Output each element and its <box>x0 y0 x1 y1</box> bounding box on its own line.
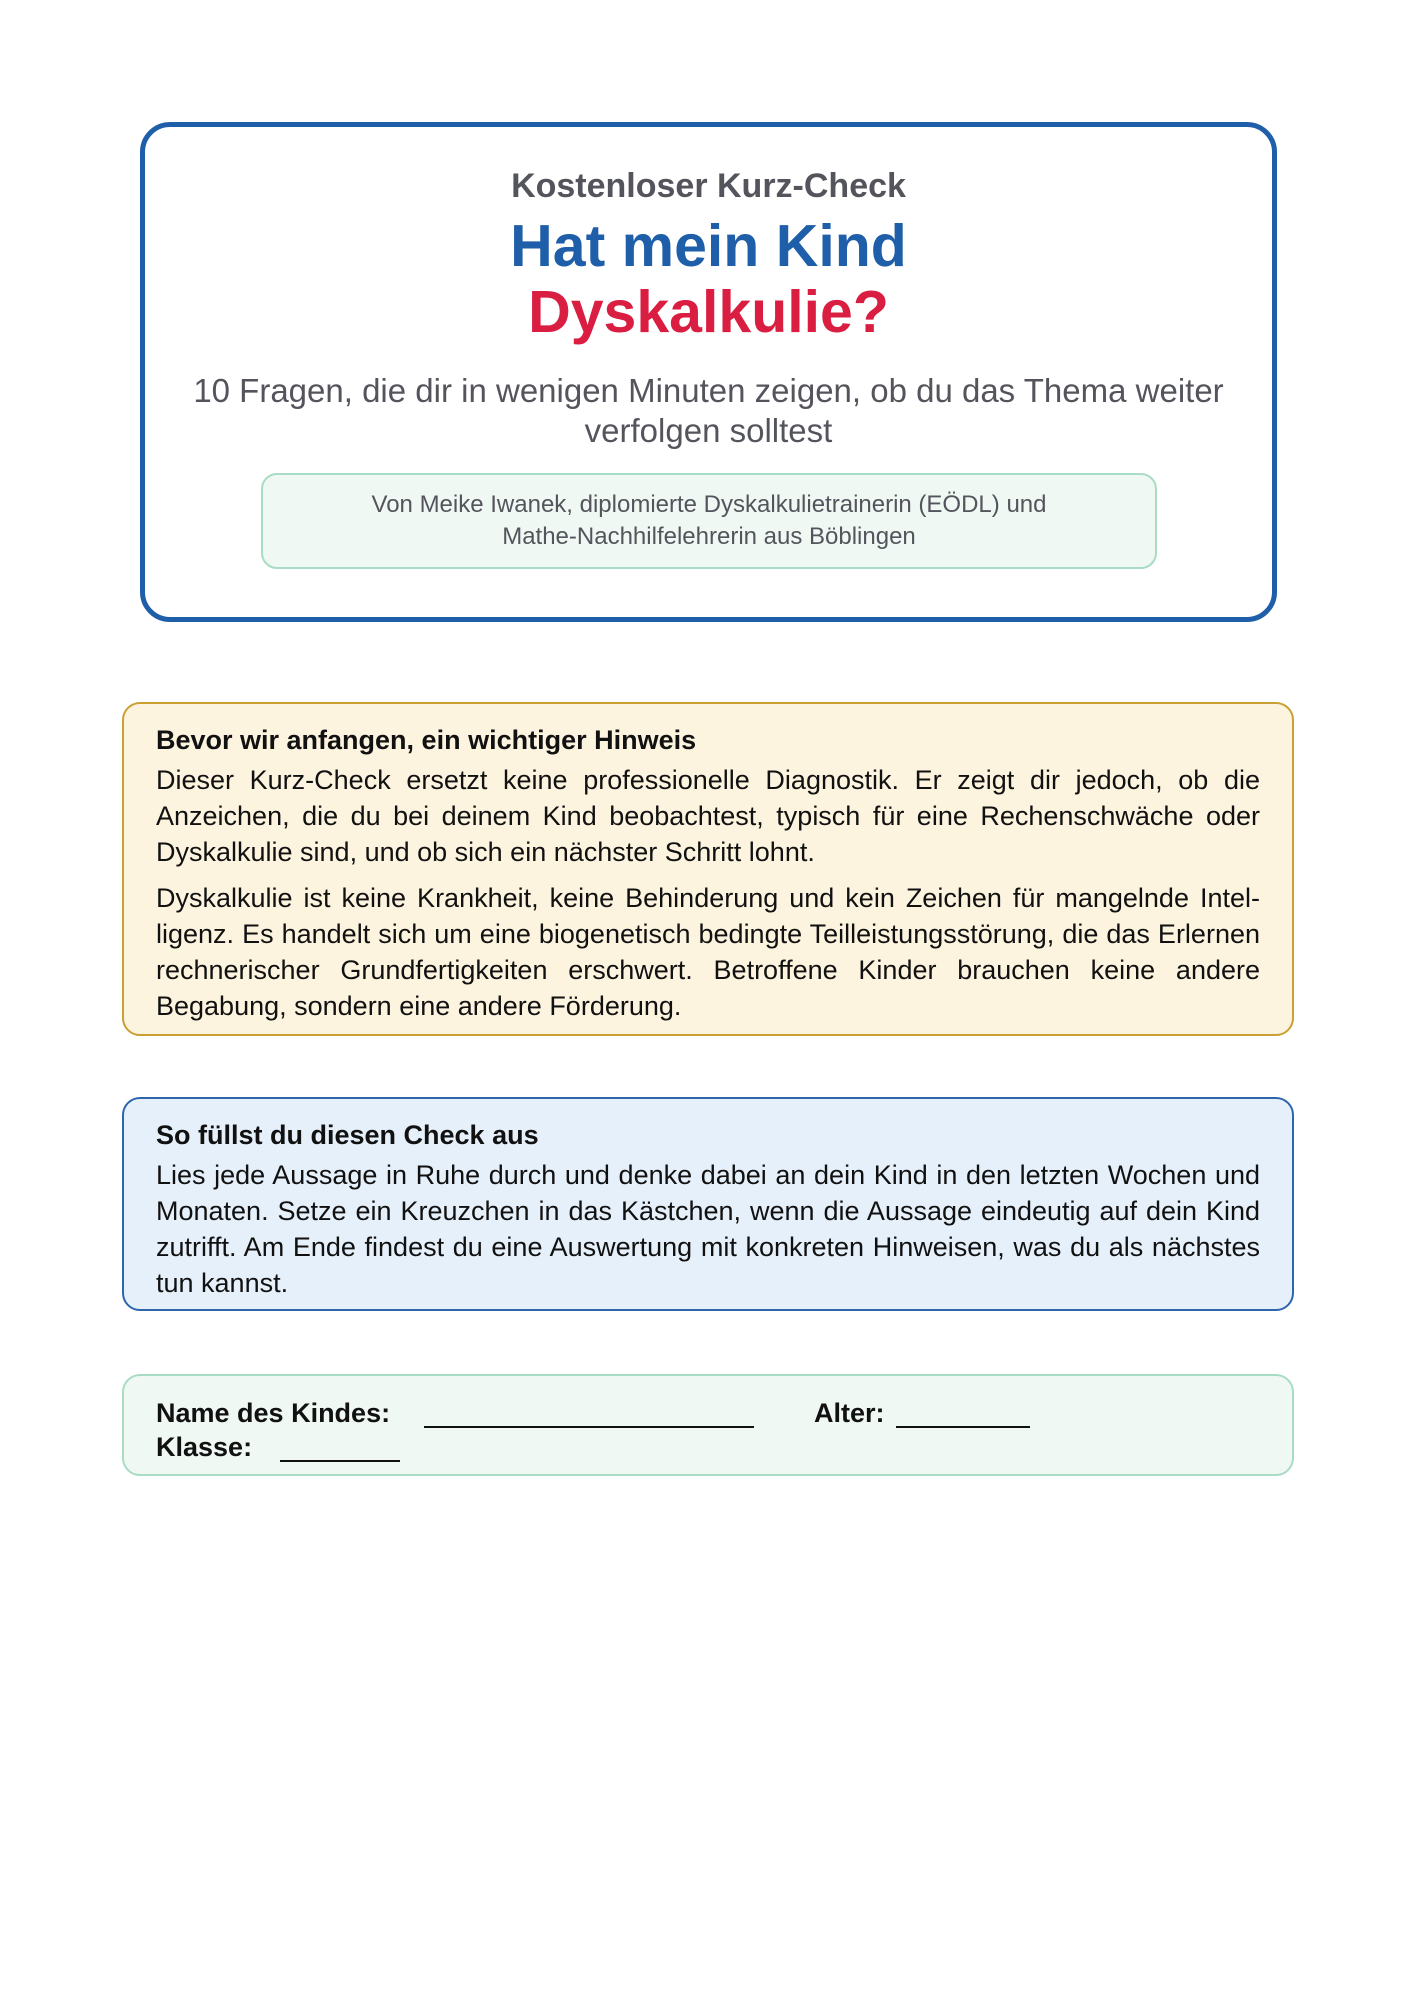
title-line-1: Hat mein Kind <box>510 213 907 279</box>
title-line-2: Dyskalkulie? <box>528 279 889 345</box>
age-field[interactable] <box>896 1426 1030 1428</box>
child-info-form <box>122 1374 1294 1476</box>
subtitle <box>175 371 1242 451</box>
notice-heading: Bevor wir anfangen, ein wichtiger Hinweis <box>156 725 697 755</box>
notice-paragraph-1: Dieser Kurz-Check ersetzt keine professionelle Diagnostik. Er zeigt dir jedoch, ob die Anzeichen, die du bei deinem Kind beobachtest, typisch für eine Rechenschwäche oder Dyskalkulie sind, und ob sich ein nächster Schritt lohnt. <box>156 765 1260 867</box>
header-card <box>140 122 1277 622</box>
kicker-text: Kostenloser Kurz-Check <box>511 167 906 205</box>
class-field[interactable] <box>280 1460 400 1462</box>
child-name-field[interactable] <box>424 1426 754 1428</box>
age-label: Alter: <box>814 1398 885 1428</box>
class-label: Klasse: <box>156 1432 253 1462</box>
instructions-heading: So füllst du diesen Check aus <box>156 1120 539 1150</box>
notice-card <box>122 702 1294 1036</box>
author-line-1: Von Meike Iwanek, diplomierte Dyskalkulietrainerin (EÖDL) und <box>371 491 1047 518</box>
notice-paragraph-2: Dyskalkulie ist keine Krankheit, keine Behinderung und kein Zeichen für mangelnde Intelligenz. Es handelt sich um eine biogenetisch bedingte Teilleistungsstörung, die das Erlernen rechnerischer Grundfertigkeiten erschwert. Betroffene Kinder brauchen keine andere Begabung, sondern eine andere Förderung. <box>156 883 1260 1021</box>
subtitle-line-2: verfolgen solltest <box>584 412 833 449</box>
instructions-text: Lies jede Aussage in Ruhe durch und denke dabei an dein Kind in den letzten Wochen und Monaten. Setze ein Kreuzchen in das Kästchen, wenn die Aussage eindeutig auf dein Kind zutrifft. Am Ende findest du eine Auswertung mit konkreten Hinweisen, was du als nächstes tun kannst. <box>156 1160 1260 1298</box>
author-box <box>261 473 1157 569</box>
subtitle-line-1: 10 Fragen, die dir in wenigen Minuten zeigen, ob du das Thema weiter <box>193 372 1224 409</box>
author-line-2: Mathe-Nachhilfelehrerin aus Böblingen <box>502 523 916 550</box>
child-name-label: Name des Kindes: <box>156 1398 391 1428</box>
instructions-card <box>122 1097 1294 1311</box>
